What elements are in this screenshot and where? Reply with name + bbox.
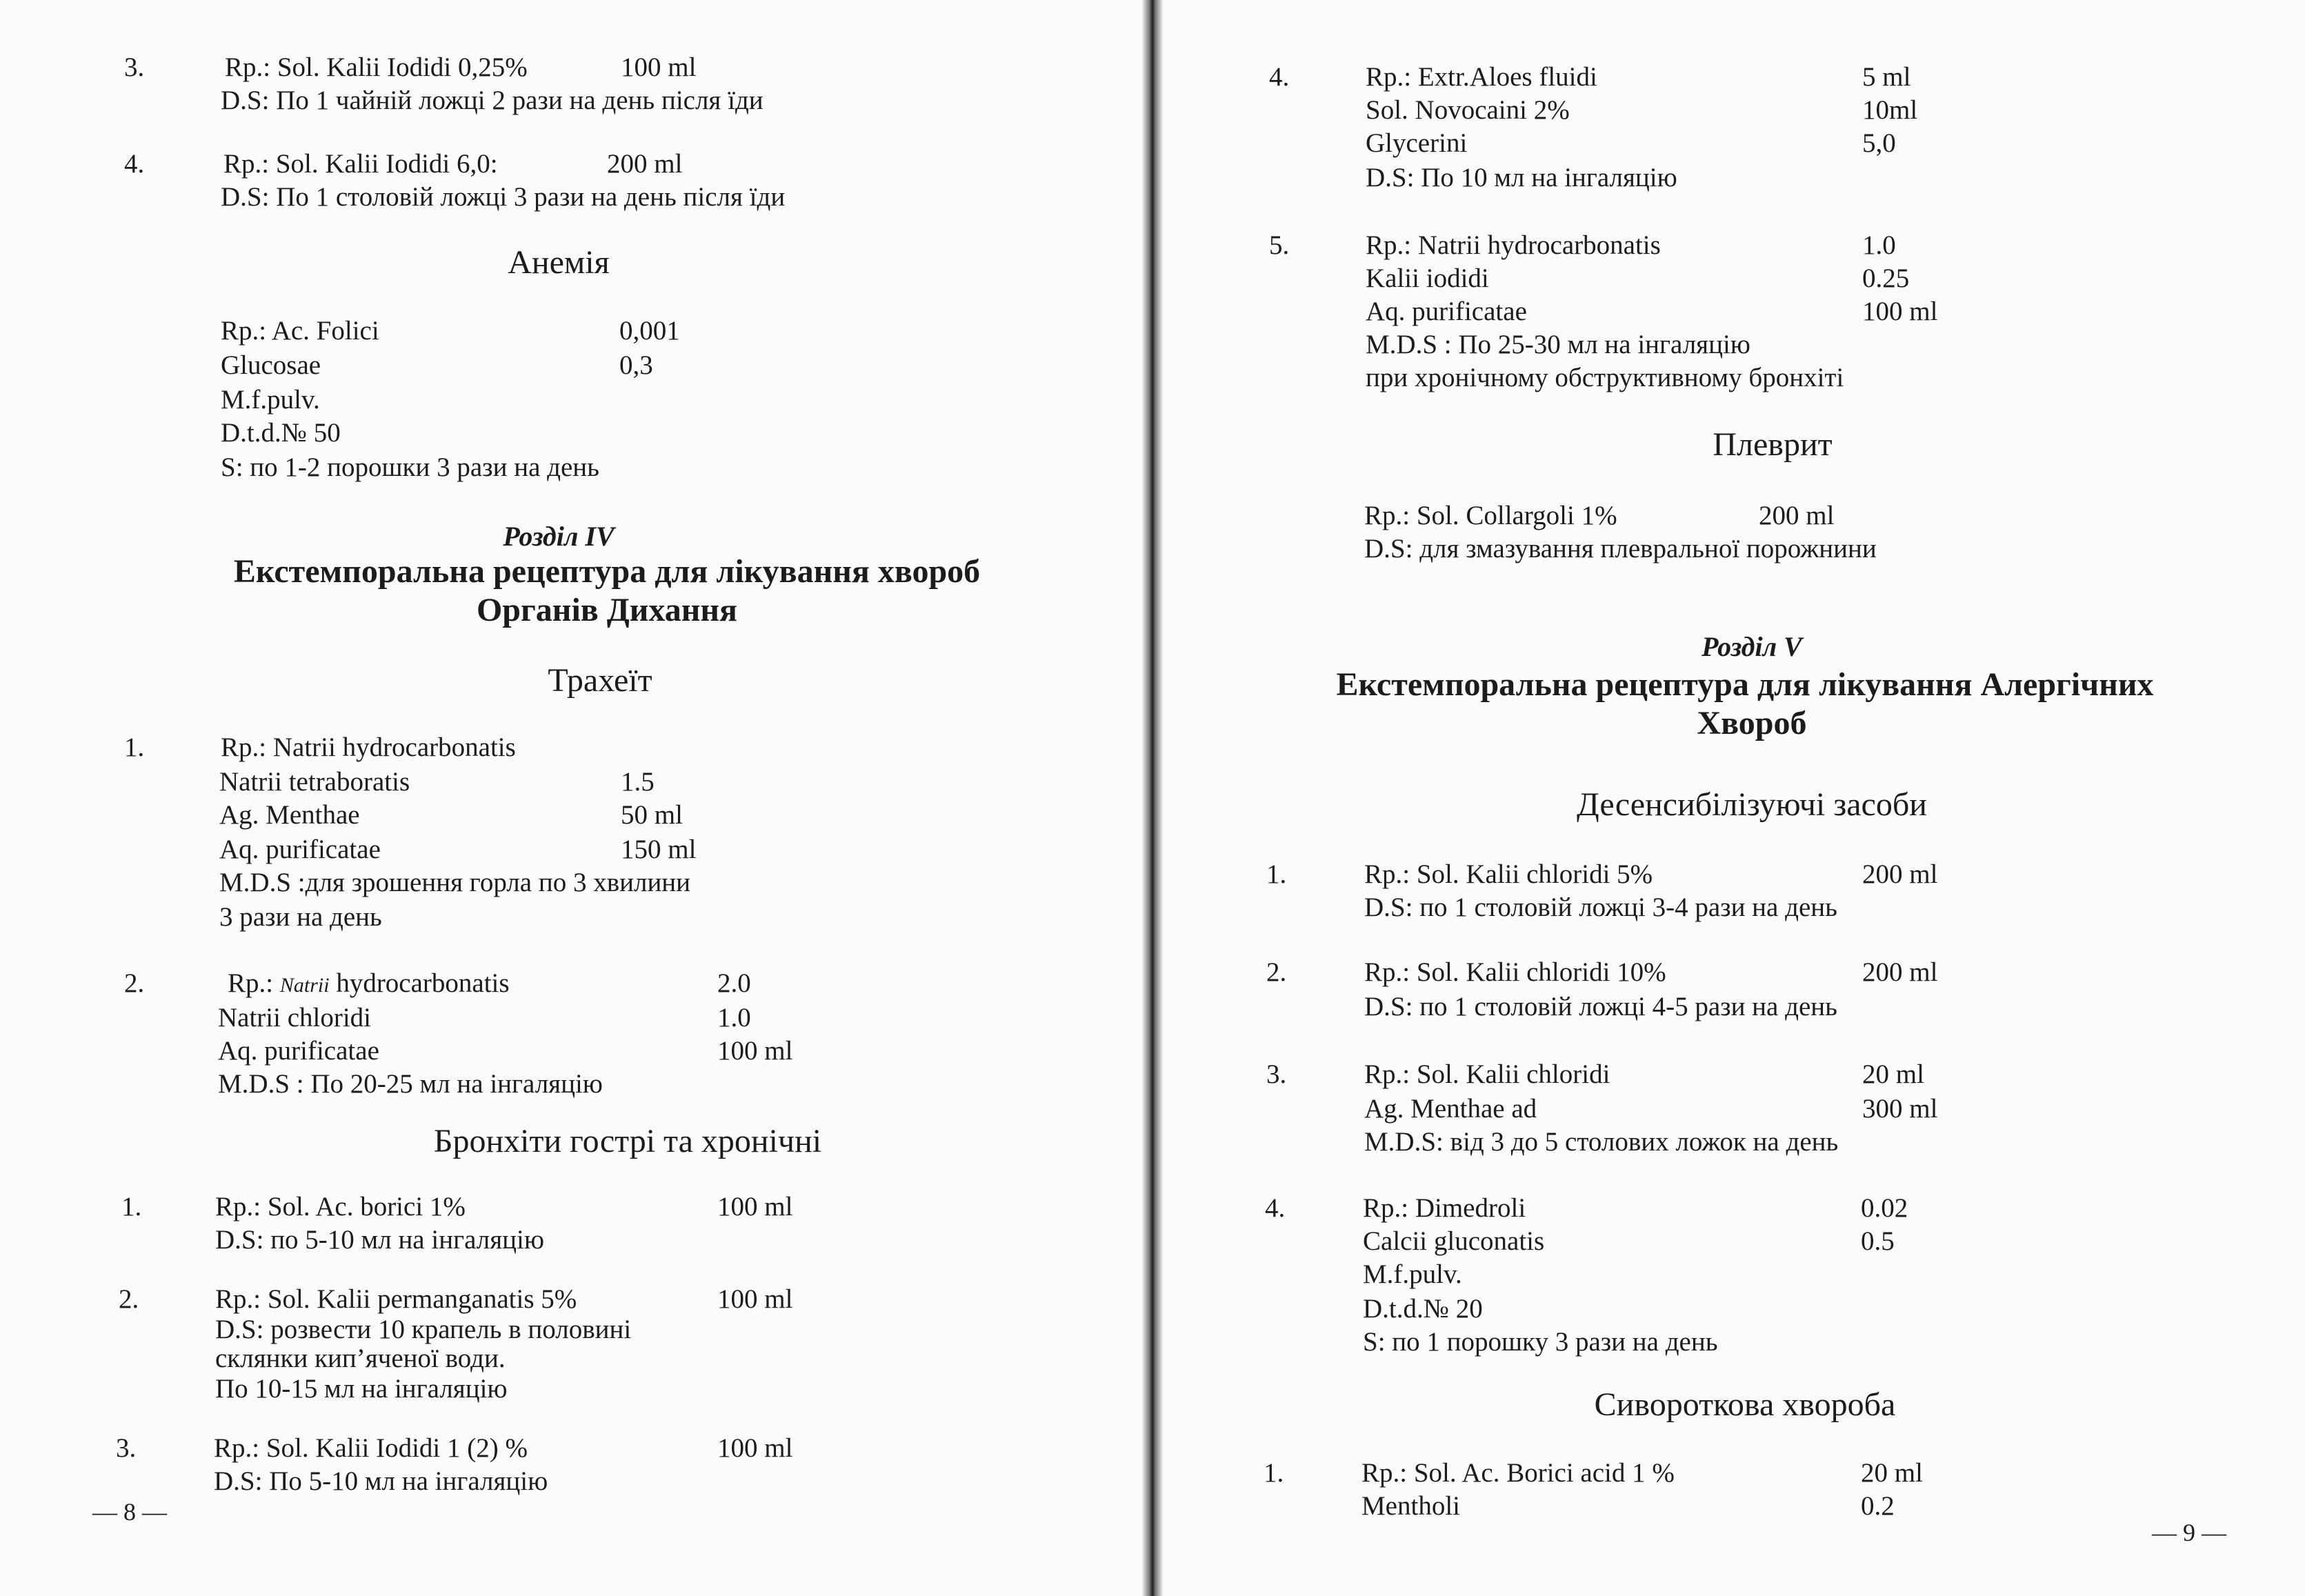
rx-amount: 200 ml: [1759, 501, 1835, 530]
rx-amount: 200 ml: [1862, 957, 1938, 987]
rx-amount: 0,001: [619, 316, 680, 346]
rx-line: Rp.: Sol. Ac. Borici acid 1 %: [1361, 1458, 1675, 1488]
rx-amount: 150 ml: [621, 835, 697, 864]
rx-instructions: По 10-15 мл на інгаляцію: [215, 1374, 508, 1404]
rx-number: 2.: [119, 1284, 139, 1314]
rx-number: 1.: [1266, 859, 1287, 889]
rx-line: D.t.d.№ 20: [1363, 1294, 1483, 1324]
right-page: [1152, 0, 2305, 1596]
rx-line: Ag. Menthae ad: [1364, 1094, 1537, 1124]
rx-line: Rp.: Natrii hydrocarbonatis: [228, 968, 510, 998]
rx-number: 1.: [121, 1192, 142, 1221]
rx-amount: 5 ml: [1862, 62, 1911, 92]
rx-amount: 0.25: [1862, 263, 1910, 293]
rx-amount: 5,0: [1862, 128, 1896, 158]
rx-number: 4.: [124, 149, 145, 179]
rx-line: M.f.pulv.: [221, 385, 320, 415]
rx-amount: 100 ml: [717, 1433, 793, 1463]
rx-number: 4.: [1265, 1193, 1286, 1223]
rx-instructions: S: по 1-2 порошки 3 рази на день: [221, 452, 599, 482]
rx-amount: 100 ml: [1862, 297, 1938, 326]
rx-number: 1.: [124, 732, 145, 762]
rx-amount: 200 ml: [1862, 859, 1938, 889]
rx-line: Rp.: Sol. Ac. borici 1%: [215, 1192, 466, 1221]
heading-bronchitis: Бронхіти гострі та хронічні: [433, 1123, 822, 1159]
rx-line: Rp.: Sol. Collargoli 1%: [1364, 501, 1617, 530]
rx-line: Aq. purificatae: [219, 835, 381, 864]
rx-line: Kalii iodidi: [1366, 263, 1489, 293]
rx-amount: 2.0: [717, 968, 751, 998]
rx-instructions: D.S: по 1 столовій ложці 4-5 рази на день: [1364, 992, 1837, 1021]
rx-line: Rp.: Sol. Kalii chloridi 5%: [1364, 859, 1653, 889]
heading-desensitizing: Десенсибілізуючі засоби: [1577, 786, 1927, 823]
heading-anemia: Анемія: [508, 244, 610, 281]
rx-amount: 50 ml: [621, 800, 683, 830]
section-title: Хвороб: [1697, 705, 1807, 741]
rx-amount: 100 ml: [717, 1284, 793, 1314]
rx-line: Rp.: Ac. Folici: [221, 316, 379, 346]
rx-amount: 100 ml: [717, 1036, 793, 1066]
rx-amount: 20 ml: [1861, 1458, 1923, 1488]
rx-amount: 20 ml: [1862, 1059, 1924, 1089]
rx-amount: 300 ml: [1862, 1094, 1938, 1124]
left-page: [0, 0, 1152, 1596]
section-title: Екстемпоральна рецептура для лікування хвороб: [233, 553, 981, 590]
rx-line: Natrii tetraboratis: [219, 767, 410, 797]
rx-number: 3.: [116, 1433, 137, 1463]
rx-instructions: при хронічному обструктивному бронхіті: [1366, 363, 1844, 392]
rx-instructions: D.S: розвести 10 крапель в половині: [215, 1315, 632, 1344]
rx-instructions: D.S: По 1 столовій ложці 3 рази на день після їди: [221, 182, 786, 212]
rx-line: Aq. purificatae: [218, 1036, 379, 1066]
rx-instructions: M.D.S : По 20-25 мл на інгаляцію: [218, 1069, 603, 1099]
rx-instructions: D.S: по 5-10 мл на інгаляцію: [215, 1225, 544, 1255]
rx-number: 4.: [1269, 62, 1290, 92]
rx-amount: 0.2: [1861, 1491, 1895, 1521]
rx-instructions: D.S: По 1 чайній ложці 2 рази на день після їди: [221, 86, 764, 115]
rx-line: M.f.pulv.: [1363, 1259, 1462, 1289]
section-label: Розділ IV: [503, 521, 615, 552]
rx-line: Ag. Menthae: [219, 800, 360, 830]
rx-line: Rp.: Sol. Kalii chloridi: [1364, 1059, 1610, 1089]
rx-instructions: M.D.S: від 3 до 5 столових ложок на день: [1364, 1127, 1839, 1157]
heading-pleurisy: Плеврит: [1713, 426, 1833, 463]
rx-amount: 1.0: [717, 1003, 751, 1033]
rx-line: Rp.: Natrii hydrocarbonatis: [1366, 230, 1661, 260]
rx-amount: 1.0: [1862, 230, 1896, 260]
rx-instructions: D.S: для змазування плевральної порожнини: [1364, 534, 1877, 563]
rx-instructions: S: по 1 порошку 3 рази на день: [1363, 1327, 1718, 1357]
heading-tracheitis: Трахеїт: [548, 662, 652, 699]
rx-line: Glucosae: [221, 350, 321, 380]
rx-instructions: 3 рази на день: [219, 902, 382, 932]
rx-line: Calcii gluconatis: [1363, 1226, 1545, 1256]
rx-amount: 100 ml: [717, 1192, 793, 1221]
rx-line: Rp.: Natrii hydrocarbonatis: [221, 732, 516, 762]
rx-instructions: M.D.S :для зрошення горла по 3 хвилини: [219, 868, 691, 897]
page-number: — 8 —: [92, 1498, 167, 1526]
rx-number: 5.: [1269, 230, 1290, 260]
rx-line: Rp.: Sol. Kalii chloridi 10%: [1364, 957, 1666, 987]
heading-serum-sickness: Сивороткова хвороба: [1594, 1386, 1896, 1423]
section-label: Розділ V: [1702, 631, 1802, 662]
rx-line: Sol. Novocaini 2%: [1366, 95, 1570, 125]
rx-line: Rp.: Sol. Kalii Iodidi 0,25%: [225, 52, 528, 82]
rx-line: D.t.d.№ 50: [221, 418, 341, 448]
rx-number: 3.: [1266, 1059, 1287, 1089]
rx-amount: 10ml: [1862, 95, 1918, 125]
rx-line: Rp.: Extr.Aloes fluidi: [1366, 62, 1597, 92]
rx-instructions: M.D.S : По 25-30 мл на інгаляцію: [1366, 330, 1750, 359]
rx-line: Rp.: Sol. Kalii Iodidi 1 (2) %: [214, 1433, 528, 1463]
rx-number: 2.: [1266, 957, 1287, 987]
page-number: — 9 —: [2152, 1519, 2226, 1546]
rx-instructions: D.S: По 10 мл на інгаляцію: [1366, 163, 1677, 192]
rx-amount: 100 ml: [621, 52, 697, 82]
rx-amount: 1.5: [621, 767, 655, 797]
rx-amount: 200 ml: [607, 149, 683, 179]
rx-number: 1.: [1264, 1458, 1284, 1488]
rx-line: Mentholi: [1361, 1491, 1460, 1521]
rx-amount: 0.5: [1861, 1226, 1895, 1256]
rx-instructions: D.S: по 1 столовій ложці 3-4 рази на день: [1364, 892, 1837, 922]
rx-number: 2.: [124, 968, 145, 998]
rx-amount: 0.02: [1861, 1193, 1908, 1223]
rx-line: Glycerini: [1366, 128, 1468, 158]
rx-instructions: склянки кип’яченої води.: [215, 1344, 506, 1373]
section-title: Органів Дихання: [476, 592, 738, 628]
rx-line: Rp.: Dimedroli: [1363, 1193, 1526, 1223]
rx-line: Rp.: Sol. Kalii Iodidi 6,0:: [223, 149, 498, 179]
rx-instructions: D.S: По 5-10 мл на інгаляцію: [214, 1466, 548, 1496]
rx-amount: 0,3: [619, 350, 653, 380]
rx-line: Aq. purificatae: [1366, 297, 1527, 326]
rx-number: 3.: [124, 52, 145, 82]
rx-line: Natrii chloridi: [218, 1003, 372, 1033]
rx-line: Rp.: Sol. Kalii permanganatis 5%: [215, 1284, 577, 1314]
section-title: Екстемпоральна рецептура для лікування Алергічних: [1336, 666, 2154, 703]
